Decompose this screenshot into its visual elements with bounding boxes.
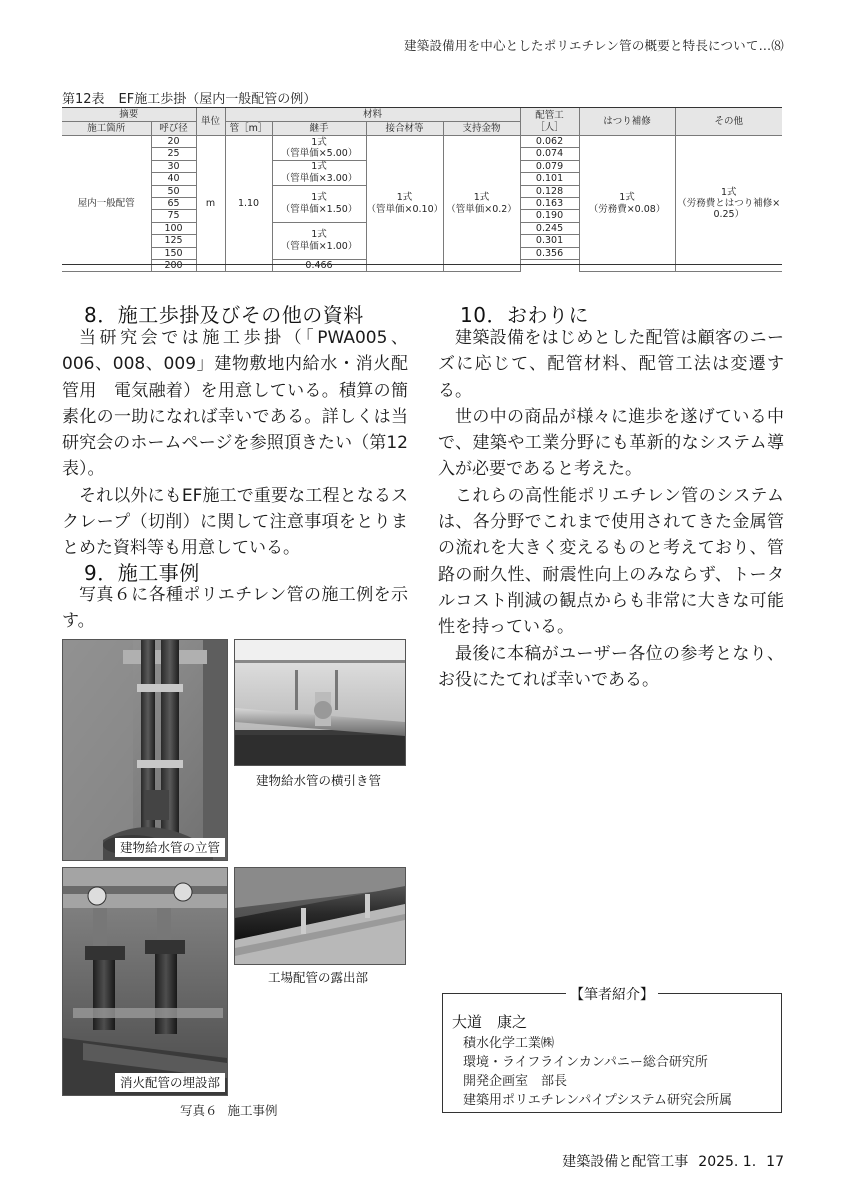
section-8-para-1: 当研究会では施工歩掛（「PWA005、006、008、009」建物敷地内給水・消火配管用 電気融着）を用意している。積算の簡素化の一助になれば幸いである。詳しくは当研究会のホームページを参照頂きたい（第12表）。: [62, 328, 408, 480]
fitting-3-a: 1式: [311, 192, 327, 204]
cell-labor: 0.079: [520, 160, 579, 172]
cell-fitting-4: [272, 222, 366, 259]
section-10-para-1: 建築設備をはじめとした配管は顧客のニーズに応じて、配管材料、配管工法は変遷する。: [438, 328, 784, 401]
cell-labor: 0.101: [520, 173, 579, 185]
cell-size: 50: [151, 185, 196, 197]
joint-b: （管単価×0.10）: [366, 203, 444, 215]
figure-caption: [180, 1101, 278, 1119]
cell-pipe-m: 1.10: [225, 136, 272, 272]
cell-size: 40: [151, 173, 196, 185]
cell-fitting-1: [272, 136, 366, 161]
cell-size: 125: [151, 235, 196, 247]
section-9-heading: 9．施工事例: [84, 561, 200, 585]
header-tsugite: 継手: [272, 122, 366, 136]
cell-size: 25: [151, 148, 196, 160]
cell-labor: 0.356: [520, 247, 579, 259]
header-tekiyou: 摘要: [62, 108, 196, 122]
cell-size: 20: [151, 136, 196, 148]
table-bottom-rule: [62, 264, 782, 265]
header-zairyou: 材料: [225, 108, 520, 122]
author-box-title: 【筆者紹介】: [566, 984, 658, 1004]
cell-size: 200: [151, 259, 196, 271]
section-10-heading: 10．おわりに: [460, 303, 589, 327]
cell-labor: 0.074: [520, 148, 579, 160]
photo-vertical-riser: [62, 639, 228, 861]
photo-vertical-riser-image: [63, 640, 227, 860]
photo-label-factory-exposed: 工場配管の露出部: [268, 970, 369, 985]
cell-unit: m: [196, 136, 225, 272]
cell-labor: 0.190: [520, 210, 579, 222]
other-c: 0.25）: [713, 209, 745, 221]
cell-size: 100: [151, 222, 196, 234]
running-head: 建築設備用を中心としたポリエチレン管の概要と特長について…⑻: [404, 38, 784, 53]
footer-date: 2025. 1.: [698, 1154, 757, 1170]
other-b: （労務費とはつり補修×: [677, 197, 781, 209]
support-a: 1式: [473, 192, 490, 204]
fitting-1-b: （管単価×5.00）: [280, 147, 358, 159]
cell-labor: 0.466: [272, 259, 366, 271]
photo-horizontal-pipe-image: [235, 640, 405, 765]
footer-page-number: 17: [766, 1154, 784, 1170]
author-affiliation-2: 環境・ライフラインカンパニー総合研究所: [463, 1055, 708, 1070]
cell-labor: 0.163: [520, 197, 579, 209]
author-name: 大道 康之: [452, 1013, 528, 1031]
fitting-2-a: 1式: [311, 161, 327, 173]
joint-a: 1式: [396, 192, 413, 204]
section-10-para-3: これらの高性能ポリエチレン管のシステムは、各分野でこれまで使用されてきた金属管の流れを大きく変えるものと考えており、管路の耐久性、耐震性向上のみならず、トータルコスト削減の観点からも非常に大きな可能性を持っている。: [438, 485, 784, 638]
header-kan: 管［m］: [225, 122, 272, 136]
cell-size: 150: [151, 247, 196, 259]
section-8-body: [62, 325, 408, 562]
cell-joint: [366, 136, 443, 272]
header-sonota: その他: [675, 108, 782, 136]
section-10-para-4: 最後に本稿がユーザー各位の参考となり、お役にたてれば幸いである。: [438, 643, 784, 690]
cell-labor: 0.128: [520, 185, 579, 197]
section-10-body: [438, 325, 784, 693]
cell-other: [675, 136, 782, 272]
hatsuri-a: 1式: [619, 192, 635, 204]
header-shiji: 支持金物: [443, 122, 520, 136]
figure-title: 施工事例: [227, 1103, 278, 1118]
author-affiliation-1: 積水化学工業㈱: [463, 1036, 555, 1051]
photo-label-horizontal-pipe: 建物給水管の横引き管: [256, 773, 382, 788]
header-tani: 単位: [196, 108, 225, 136]
section-9-body: [62, 582, 408, 635]
header-basho: 施工箇所: [62, 122, 151, 136]
other-a: 1式: [721, 186, 737, 198]
cell-labor: 0.301: [520, 235, 579, 247]
cell-fitting-2: [272, 160, 366, 185]
header-yobikei: 呼び径: [151, 122, 196, 136]
header-haikankou: [520, 108, 579, 136]
photo-label-vertical-riser: 建物給水管の立管: [115, 838, 225, 857]
fitting-2-b: （管単価×3.00）: [280, 172, 358, 184]
fitting-1-a: 1式: [311, 136, 327, 148]
cell-labor: 0.062: [520, 136, 579, 148]
author-affiliation-3: 開発企画室 部長: [463, 1074, 568, 1089]
page-footer: [552, 1151, 784, 1171]
support-b: （管単価×0.2）: [446, 203, 517, 215]
header-haikankou-label: 配管工: [535, 110, 564, 122]
header-hatsuri: はつり補修: [579, 108, 675, 136]
photo-fire-piping: [62, 867, 228, 1096]
author-box: [442, 987, 782, 1113]
fitting-3-b: （管単価×1.50）: [280, 203, 358, 215]
footer-journal: 建築設備と配管工事: [562, 1154, 689, 1170]
fitting-4-b: （管単価×1.00）: [280, 240, 358, 252]
estimate-table: [62, 108, 782, 272]
hatsuri-b: （労務費×0.08）: [588, 203, 666, 215]
figure-number: 写真６: [180, 1103, 218, 1118]
photo-factory-exposed-image: [235, 868, 405, 964]
table-number: 第12表: [62, 92, 105, 107]
photo-factory-exposed: [234, 867, 406, 965]
cell-fitting-3: [272, 185, 366, 222]
section-9-para-1: 写真６に各種ポリエチレン管の施工例を示す。: [62, 585, 408, 632]
table-row: [62, 136, 782, 148]
fitting-4-a: 1式: [311, 229, 327, 241]
photo-horizontal-pipe: [234, 639, 406, 766]
cell-hatsuri: [579, 136, 675, 272]
cell-support: [443, 136, 520, 272]
section-8-para-2: それ以外にもEF施工で重要な工程となるスクレープ（切削）に関して注意事項をとりまとめた資料等も用意している。: [62, 485, 408, 559]
photo-label-fire-piping: 消火配管の埋設部: [115, 1073, 225, 1092]
table-title: EF施工歩掛（屋内一般配管の例）: [118, 92, 317, 107]
header-setsugouzai: 接合材等: [366, 122, 443, 136]
cell-size: 65: [151, 197, 196, 209]
photo-fire-piping-image: [63, 868, 227, 1095]
section-8-heading: 8．施工歩掛及びその他の資料: [84, 303, 364, 327]
cell-place: 屋内一般配管: [62, 136, 151, 272]
table-caption: [62, 88, 316, 107]
author-affiliation-4: 建築用ポリエチレンパイプシステム研究会所属: [463, 1093, 733, 1108]
section-10-para-2: 世の中の商品が様々に進歩を遂げている中で、建築や工業分野にも革新的なシステム導入が必要であると考えた。: [438, 406, 784, 480]
cell-labor: 0.245: [520, 222, 579, 234]
header-haikankou-unit: ［人］: [535, 121, 564, 133]
cell-size: 30: [151, 160, 196, 172]
cell-size: 75: [151, 210, 196, 222]
